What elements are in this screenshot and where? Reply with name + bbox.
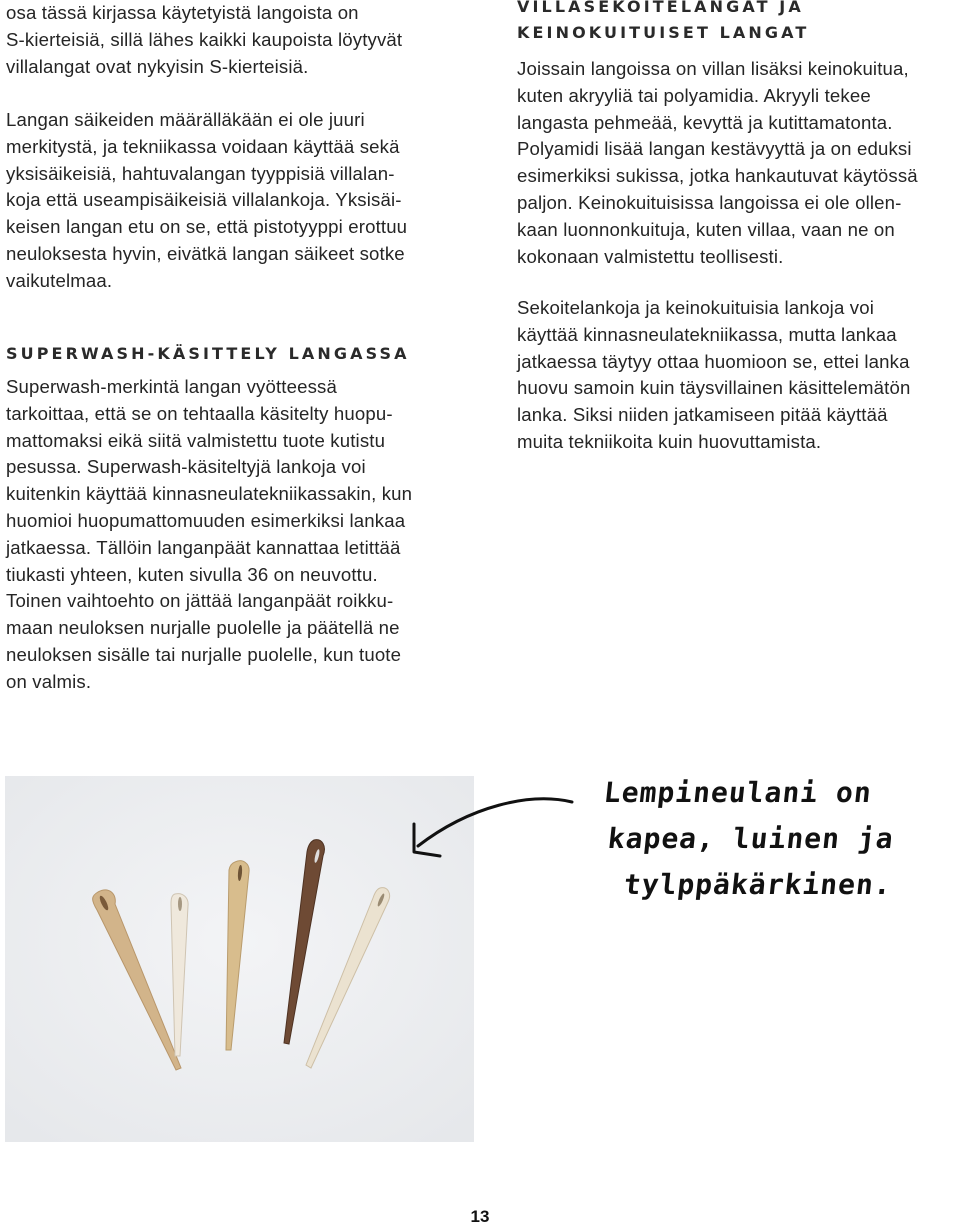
text-line: Superwash-merkintä langan vyötteessä — [6, 376, 337, 397]
text-line: neuloksesta hyvin, eivätkä langan säikeet sotke — [6, 242, 405, 264]
text-line: Toinen vaihtoehto on jättää langanpäät roikku- — [6, 590, 394, 612]
text-line: huovu samoin kuin täysvillainen käsittelemätön — [517, 377, 911, 399]
text-line: yksisäikeisiä, hahtuvalangan tyyppisiä villalan- — [6, 162, 395, 184]
text-line: mattomaksi eikä siitä valmistettu tuote kutistu — [6, 429, 386, 451]
heading-line: KEINOKUITUISET LANGAT — [517, 23, 810, 42]
text-line: Joissain langoissa on villan lisäksi keinokuitua, — [517, 58, 909, 79]
text-line: neuloksen sisälle tai nurjalle puolelle, kun tuote — [6, 643, 402, 665]
text-line: pesussa. Superwash-käsiteltyjä lankoja voi — [6, 456, 366, 478]
text-line: tiukasti yhteen, kuten sivulla 36 on neuvottu. — [6, 563, 378, 585]
text-line: jatkaessa täytyy ottaa huomioon se, ettei lanka — [517, 350, 910, 372]
text-line: kuitenkin käyttää kinnasneulatekniikassakin, kun — [6, 483, 413, 505]
text-line: Langan säikeiden määrälläkään ei ole juuri — [6, 109, 365, 130]
arrow-icon — [400, 784, 580, 874]
text-line: lanka. Siksi niiden jatkamiseen pitää käyttää — [517, 404, 888, 426]
blend-yarns-paragraph — [517, 56, 918, 270]
synthetic-yarns-paragraph — [517, 295, 910, 456]
text-line: koja että useampisäikeisiä villalankoja. Yksisäi- — [6, 189, 402, 211]
handwritten-line: kapea, luinen ja — [606, 822, 896, 855]
text-line: esimerkiksi sukissa, jotka hankautuvat käytössä — [517, 165, 918, 187]
heading-line: VILLASEKOITELANGAT JA — [517, 0, 804, 16]
text-line: tarkoittaa, että se on tehtaalla käsitelty huopu- — [6, 402, 393, 424]
text-line: paljon. Keinokuituisissa langoissa ei ole ollen- — [517, 191, 902, 213]
handwritten-line: Lempineulani on — [602, 776, 874, 809]
text-line: käyttää kinnasneulatekniikassa, mutta lankaa — [517, 323, 897, 345]
text-line: keisen langan etu on se, että pistotyyppi erottuu — [6, 216, 408, 238]
superwash-paragraph — [6, 374, 412, 696]
handwritten-note — [604, 776, 944, 926]
text-line: S-kierteisiä, sillä lähes kaikki kaupoista löytyvät — [6, 28, 403, 50]
superwash-heading: SUPERWASH-KÄSITTELY LANGASSA — [6, 344, 410, 363]
text-line: Polyamidi lisää langan kestävyyttä ja on eduksi — [517, 138, 912, 160]
text-line: jatkaessa. Tällöin langanpäät kannattaa letittää — [6, 536, 401, 558]
text-line: langasta pehmeää, kevyttä ja kutittamatonta. — [517, 111, 893, 133]
page-number: 13 — [470, 1207, 490, 1226]
text-line: kaan luonnonkuituja, kuten villaa, vaan ne on — [517, 218, 895, 240]
text-line: maan neuloksen nurjalle puolelle ja päätellä ne — [6, 617, 400, 639]
text-line: kuten akryyliä tai polyamidia. Akryyli tekee — [517, 84, 871, 106]
text-line: vaikutelmaa. — [6, 269, 113, 291]
text-line: merkitystä, ja tekniikassa voidaan käyttää sekä — [6, 135, 400, 157]
text-line: osa tässä kirjassa käytetyistä langoista on — [6, 2, 359, 23]
text-line: kokonaan valmistettu teollisesti. — [517, 245, 784, 267]
blend-yarns-heading — [517, 0, 809, 46]
text-line: muita tekniikoita kuin huovuttamista. — [517, 430, 822, 452]
handwritten-line: tylppäkärkinen. — [622, 868, 894, 901]
text-line: on valmis. — [6, 670, 92, 692]
text-line: huomioi huopumattomuuden esimerkiksi lankaa — [6, 509, 406, 531]
text-line: Sekoitelankoja ja keinokuituisia lankoja voi — [517, 297, 874, 318]
strand-count-paragraph — [6, 107, 407, 295]
intro-paragraph — [6, 0, 402, 80]
text-line: villalangat ovat nykyisin S-kierteisiä. — [6, 55, 309, 77]
